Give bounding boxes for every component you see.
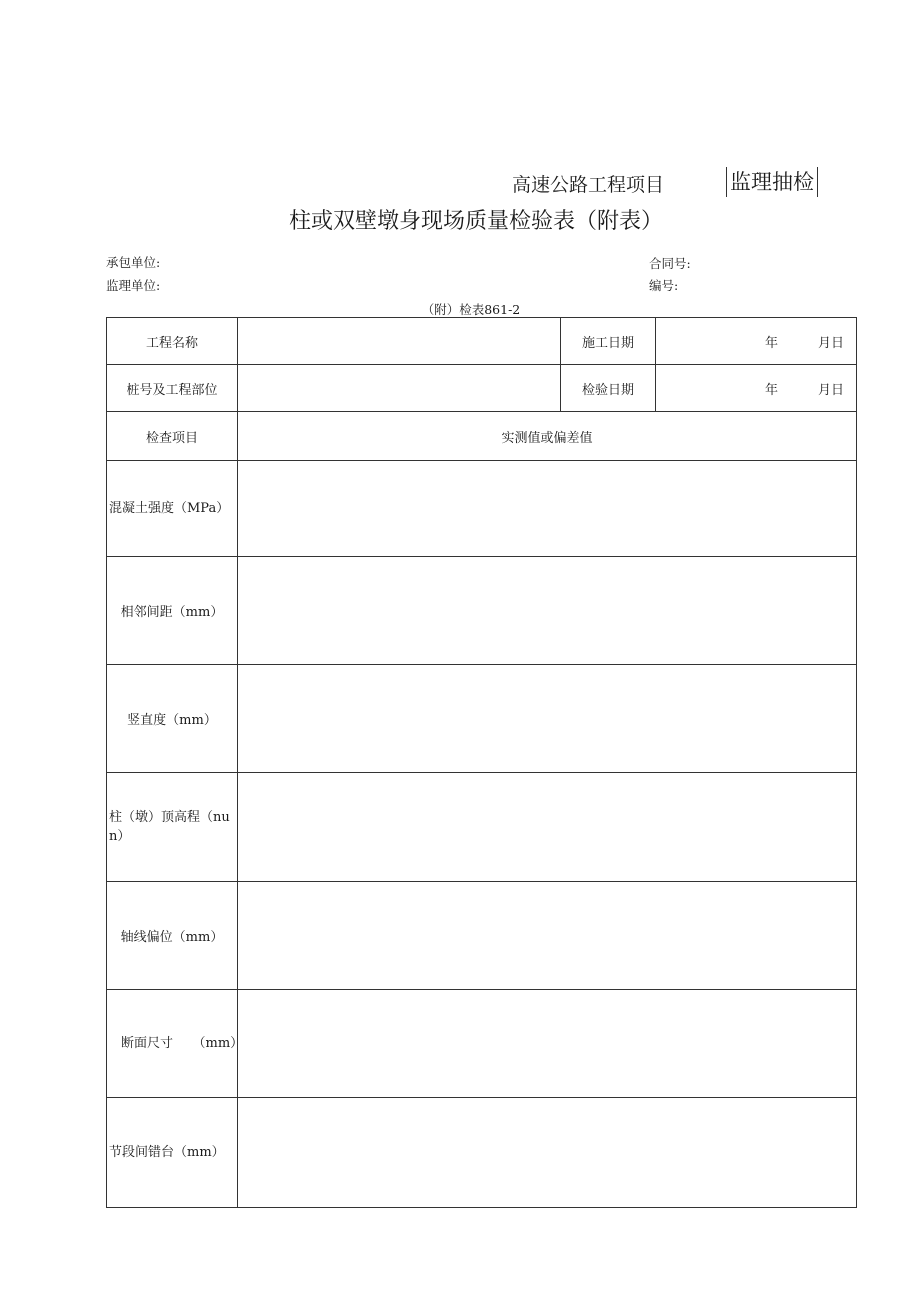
table-row	[107, 773, 857, 882]
table-row	[107, 1098, 857, 1208]
check-item-header: 检查项目	[107, 412, 238, 461]
item-verticality: 竖直度（mm）	[107, 665, 238, 773]
measured-value-header: 实测值或偏差值	[238, 412, 857, 461]
pile-location-label: 桩号及工程部位	[107, 365, 238, 412]
table-row	[107, 461, 857, 557]
contractor-label: 承包单位:	[106, 255, 161, 270]
inspection-date-field[interactable]	[656, 365, 857, 412]
form-number: （附）检表861-2	[421, 302, 521, 317]
project-name-field[interactable]	[238, 318, 561, 365]
inspection-date-label: 检验日期	[561, 365, 656, 412]
item-concrete-strength: 混凝土强度（MPa）	[107, 461, 238, 557]
verticality-value[interactable]	[238, 665, 857, 773]
pile-location-field[interactable]	[238, 365, 561, 412]
year-label: 年	[764, 382, 778, 398]
table-row	[107, 665, 857, 773]
project-name-label: 工程名称	[107, 318, 238, 365]
supervision-stamp: 监理抽检	[726, 167, 818, 197]
table-row	[107, 990, 857, 1098]
project-line: 高速公路工程项目	[512, 174, 665, 196]
contract-no-label: 合同号:	[649, 256, 691, 271]
item-segment-misalignment: 节段间错台（mm）	[107, 1098, 238, 1208]
top-elevation-value[interactable]	[238, 773, 857, 882]
year-label: 年	[764, 335, 778, 351]
supervisor-label: 监理单位:	[106, 278, 161, 293]
concrete-strength-value[interactable]	[238, 461, 857, 557]
item-adjacent-spacing: 相邻间距（mm）	[107, 557, 238, 665]
section-size-value[interactable]	[238, 990, 857, 1098]
adjacent-spacing-value[interactable]	[238, 557, 857, 665]
table-row	[107, 318, 857, 365]
item-axis-offset: 轴线偏位（mm）	[107, 882, 238, 990]
month-day-label: 月日	[817, 335, 844, 351]
table-row	[107, 882, 857, 990]
axis-offset-value[interactable]	[238, 882, 857, 990]
construction-date-field[interactable]	[656, 318, 857, 365]
construction-date-label: 施工日期	[561, 318, 656, 365]
serial-no-label: 编号:	[649, 278, 679, 293]
item-top-elevation: 柱（墩）顶高程（nun）	[107, 773, 238, 882]
inspection-table	[106, 317, 857, 1208]
table-row	[107, 365, 857, 412]
page-title: 柱或双壁墩身现场质量检验表（附表）	[288, 209, 663, 234]
month-day-label: 月日	[817, 382, 844, 398]
table-row	[107, 412, 857, 461]
segment-misalignment-value[interactable]	[238, 1098, 857, 1208]
item-section-size: 断面尺寸 （mm）	[107, 990, 238, 1098]
table-row	[107, 557, 857, 665]
